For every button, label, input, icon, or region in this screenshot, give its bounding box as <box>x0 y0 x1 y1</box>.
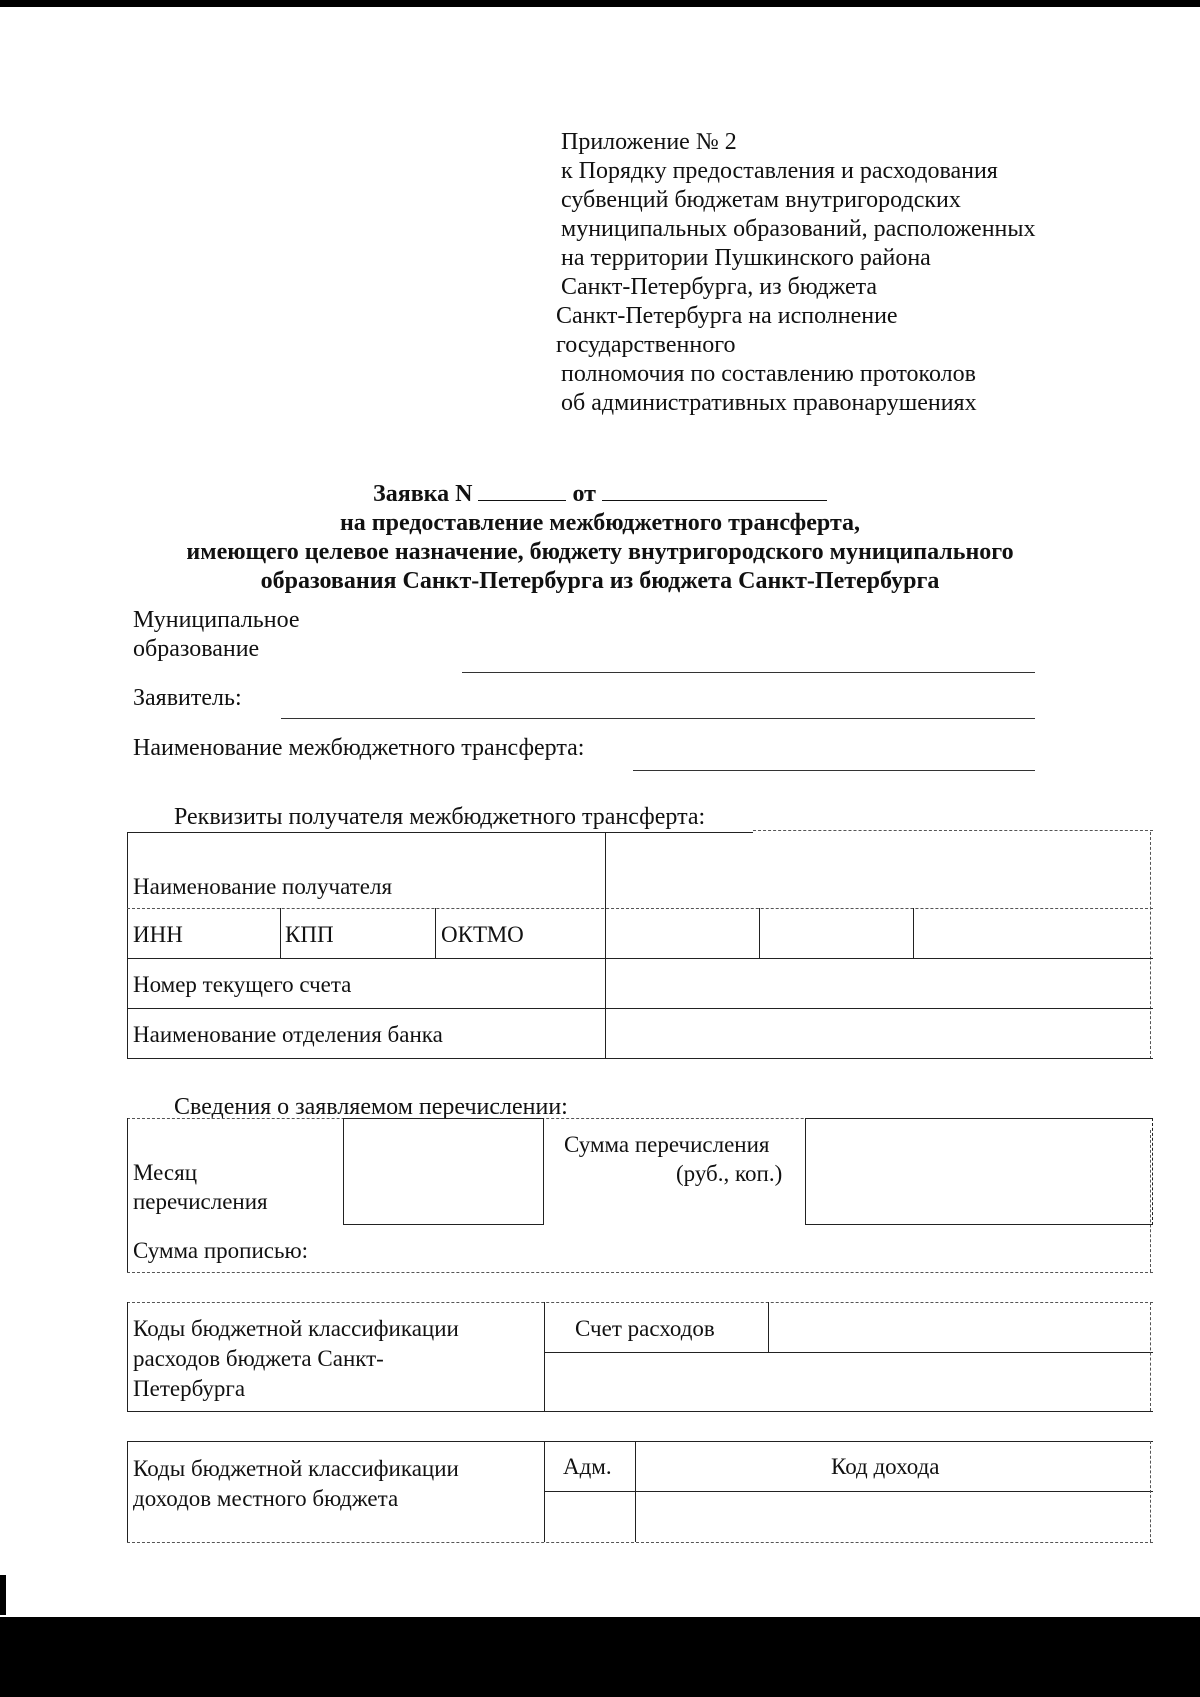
account-number-value[interactable] <box>607 960 1150 1007</box>
table-divider <box>544 1302 545 1411</box>
table-border-right <box>1150 1441 1151 1542</box>
appendix-line: об административных правонарушениях <box>561 390 977 416</box>
table-border-top <box>127 1302 1153 1303</box>
bank-branch-value[interactable] <box>607 1010 1150 1057</box>
appendix-header <box>556 128 1121 418</box>
appendix-line: Санкт-Петербурга на исполнение <box>556 303 898 329</box>
application-title: Заявка N <box>373 481 473 507</box>
appendix-line: муниципальных образований, расположенных <box>561 216 1036 242</box>
oktmo-label: ОКТМО <box>441 922 524 947</box>
application-subtitle-line: на предоставление межбюджетного трансферта, <box>339 510 861 536</box>
account-number-label: Номер текущего счета <box>133 972 352 997</box>
transfer-sum-field[interactable] <box>805 1118 1153 1225</box>
table-border-left <box>127 1302 128 1411</box>
application-heading <box>130 480 1070 596</box>
sum-in-words-field[interactable] <box>338 1232 1148 1270</box>
kpp-label: КПП <box>285 922 334 947</box>
row-divider <box>544 1352 1153 1353</box>
transfer-name-field[interactable] <box>633 770 1035 771</box>
application-date-prefix: от <box>572 481 596 507</box>
appendix-line: к Порядку предоставления и расходования <box>561 158 998 184</box>
application-subtitle-line: образования Санкт-Петербурга из бюджета Санкт-Петербурга <box>260 568 940 594</box>
expense-account-value[interactable] <box>770 1304 1148 1350</box>
transfer-month-field[interactable] <box>343 1118 544 1225</box>
table-divider <box>605 832 606 1059</box>
municipality-field[interactable] <box>462 672 1035 673</box>
expense-account-label: Счет расходов <box>575 1316 715 1341</box>
transfer-sum-label: Сумма перечисления <box>564 1132 770 1157</box>
table-border-left <box>127 1118 128 1272</box>
recipient-name-label: Наименование получателя <box>133 874 393 899</box>
table-border-bottom <box>127 1542 1153 1543</box>
transfer-month-label: Месяц <box>133 1160 198 1185</box>
table-border-bottom <box>127 1411 1153 1412</box>
table-border-top-dashed <box>753 830 1153 831</box>
applicant-label: Заявитель: <box>133 685 242 711</box>
expense-codes-label-cont: расходов бюджета Санкт- <box>133 1346 384 1371</box>
cell-divider <box>913 908 914 958</box>
income-code-label: Код дохода <box>831 1454 940 1479</box>
table-border-bottom <box>127 1272 1153 1273</box>
oktmo-value[interactable] <box>915 910 1150 957</box>
scan-left-edge <box>0 1575 6 1615</box>
bank-branch-label: Наименование отделения банка <box>133 1022 443 1047</box>
application-subtitle-line: имеющего целевое назначение, бюджету внутригородского муниципального <box>186 539 1014 565</box>
row-divider <box>127 1008 1153 1009</box>
table-border-bottom <box>127 1058 1153 1059</box>
inn-value[interactable] <box>607 910 758 957</box>
adm-value[interactable] <box>546 1493 633 1540</box>
kpp-value[interactable] <box>761 910 912 957</box>
expense-codes-label-cont: Петербурга <box>133 1376 246 1401</box>
transfer-heading: Сведения о заявляемом перечислении: <box>174 1094 568 1120</box>
expense-code-value[interactable] <box>546 1354 1148 1409</box>
transfer-sum-unit: (руб., коп.) <box>676 1161 783 1186</box>
appendix-line: на территории Пушкинского района <box>561 245 931 271</box>
application-number-field[interactable] <box>478 480 566 501</box>
recipient-heading: Реквизиты получателя межбюджетного трансферта: <box>174 804 706 830</box>
income-code-value[interactable] <box>637 1493 1148 1540</box>
adm-label: Адм. <box>563 1454 612 1479</box>
application-date-field[interactable] <box>602 480 827 501</box>
cell-divider <box>280 908 281 958</box>
transfer-month-label-cont: перечисления <box>133 1189 268 1214</box>
recipient-name-value[interactable] <box>607 834 1150 907</box>
appendix-line: Санкт-Петербурга, из бюджета <box>561 274 878 300</box>
cell-divider <box>435 908 436 958</box>
inn-label: ИНН <box>133 922 183 947</box>
table-border-right <box>1150 832 1151 1059</box>
municipality-label-cont: образование <box>133 636 260 662</box>
appendix-line: государственного <box>556 332 736 358</box>
income-codes-label: Коды бюджетной классификации <box>133 1456 459 1481</box>
row-divider <box>544 1491 1153 1492</box>
cell-divider <box>768 1302 769 1352</box>
appendix-line: субвенций бюджетам внутригородских <box>561 187 961 213</box>
table-border-left <box>127 832 128 1059</box>
table-border-right <box>1150 1302 1151 1411</box>
scan-top-border <box>0 0 1200 7</box>
transfer-name-label: Наименование межбюджетного трансферта: <box>133 735 585 761</box>
applicant-field[interactable] <box>281 718 1035 719</box>
income-codes-label-cont: доходов местного бюджета <box>133 1486 399 1511</box>
row-divider <box>127 958 1153 959</box>
appendix-line: Приложение № 2 <box>561 129 737 155</box>
appendix-line: полномочия по составлению протоколов <box>561 361 976 387</box>
application-title-line <box>130 480 1070 509</box>
table-border-left <box>127 1441 128 1542</box>
table-border-top <box>127 1441 1153 1442</box>
cell-divider <box>759 908 760 958</box>
municipality-label: Муниципальное <box>133 607 300 633</box>
table-border-top <box>127 832 753 833</box>
sum-in-words-label: Сумма прописью: <box>133 1238 309 1263</box>
scan-bottom-border <box>0 1617 1200 1697</box>
expense-codes-label: Коды бюджетной классификации <box>133 1316 459 1341</box>
